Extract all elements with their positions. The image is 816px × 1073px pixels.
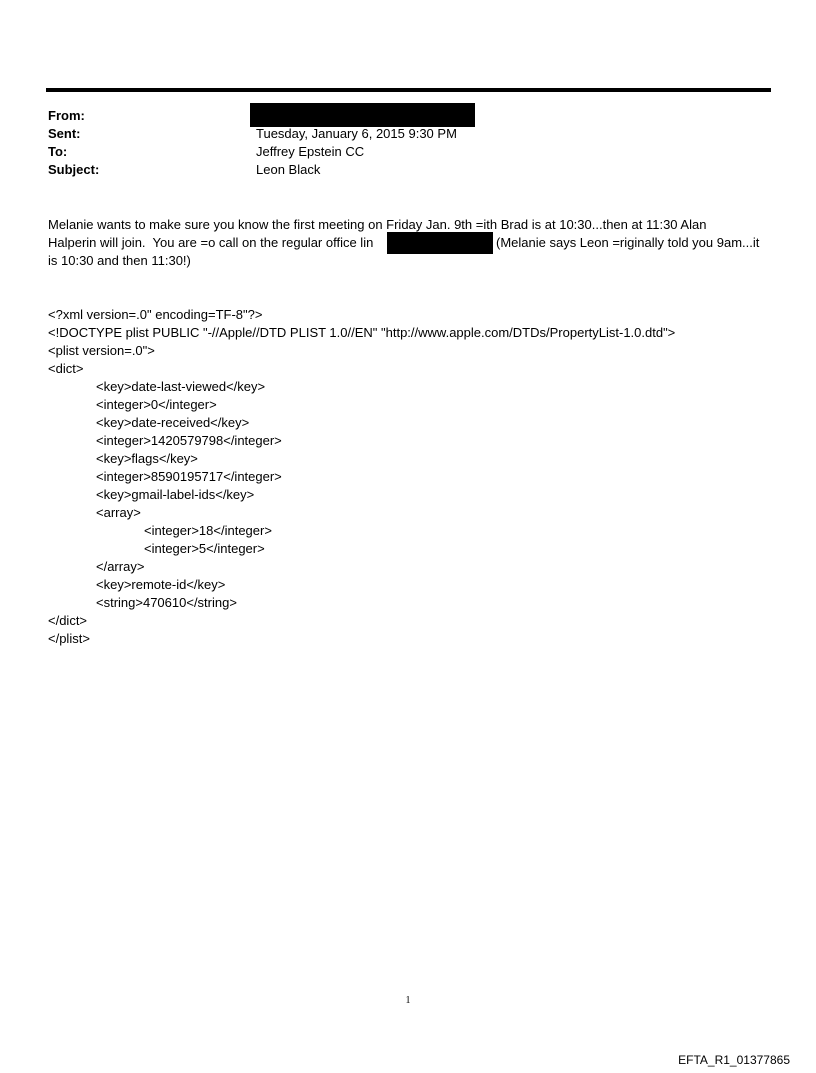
page-number: 1: [405, 995, 411, 1006]
from-redaction: [250, 103, 475, 127]
xml-line: </dict>: [48, 613, 88, 628]
body-line-2b: (Melanie says Leon =riginally told you 9am...it: [496, 235, 760, 250]
xml-line: <array>: [96, 505, 141, 520]
xml-line: <key>remote-id</key>: [96, 577, 226, 592]
xml-line: <integer>18</integer>: [144, 523, 272, 538]
body-line-1: Melanie wants to make sure you know the first meeting on Friday Jan. 9th =ith Brad is at 10:30...then at 11:30 Alan: [48, 217, 707, 232]
xml-line: </plist>: [48, 631, 90, 646]
xml-line: <key>gmail-label-ids</key>: [96, 487, 255, 502]
xml-line: <integer>0</integer>: [96, 397, 217, 412]
subject-label: Subject:: [48, 162, 100, 177]
to-value: Jeffrey Epstein CC: [256, 144, 365, 159]
subject-value: Leon Black: [256, 162, 321, 177]
xml-line: <string>470610</string>: [96, 595, 237, 610]
xml-line: <key>date-last-viewed</key>: [96, 379, 266, 394]
xml-line: <!DOCTYPE plist PUBLIC "-//Apple//DTD PLIST 1.0//EN" "http://www.apple.com/DTDs/PropertyList-1.0.dtd">: [48, 325, 676, 340]
phone-redaction: [387, 232, 493, 254]
sent-label: Sent:: [48, 126, 81, 141]
top-rule: [46, 88, 771, 92]
xml-line: <?xml version=.0" encoding=TF-8"?>: [48, 307, 263, 322]
sent-value: Tuesday, January 6, 2015 9:30 PM: [256, 126, 457, 141]
xml-line: <key>date-received</key>: [96, 415, 250, 430]
to-label: To:: [48, 144, 68, 159]
xml-line: <key>flags</key>: [96, 451, 198, 466]
xml-line: </array>: [96, 559, 145, 574]
xml-line: <plist version=.0">: [48, 343, 155, 358]
xml-line: <integer>8590195717</integer>: [96, 469, 282, 484]
body-line-3: is 10:30 and then 11:30!): [48, 253, 191, 268]
xml-line: <integer>5</integer>: [144, 541, 265, 556]
body-line-2a: Halperin will join. You are =o call on the regular office lin: [48, 235, 374, 250]
xml-line: <dict>: [48, 361, 84, 376]
from-label: From:: [48, 108, 85, 123]
xml-line: <integer>1420579798</integer>: [96, 433, 282, 448]
bates-number: EFTA_R1_01377865: [678, 1053, 790, 1067]
